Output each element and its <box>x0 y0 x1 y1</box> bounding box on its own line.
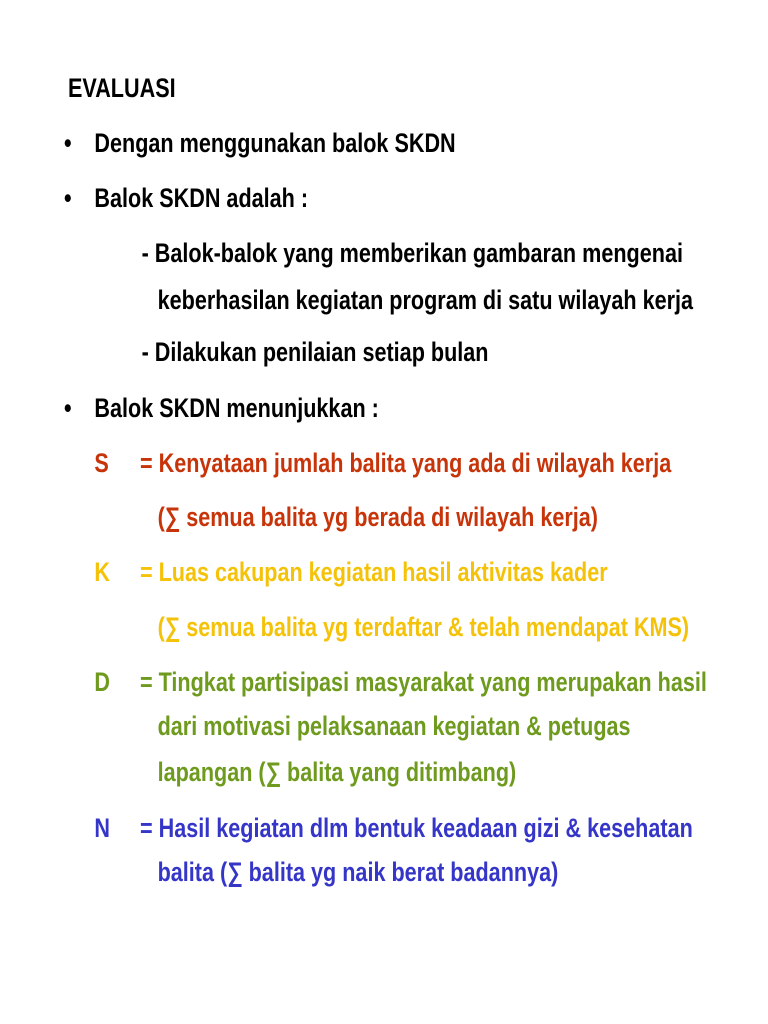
skdn-n-line-2: balita (∑ balita yg naik berat badannya) <box>157 857 559 887</box>
definition-line-2: keberhasilan kegiatan program di satu wilayah kerja <box>157 285 694 315</box>
bullet-dot: • <box>64 393 72 423</box>
bullet-dot: • <box>64 128 72 158</box>
bullet-text-3: Balok SKDN menunjukkan : <box>94 393 379 423</box>
skdn-d-line-2: dari motivasi pelaksanaan kegiatan & petugas <box>157 711 631 741</box>
skdn-s-line-1: = Kenyataan jumlah balita yang ada di wilayah kerja <box>140 448 672 478</box>
skdn-d-letter: D <box>94 667 110 697</box>
definition-line-3: - Dilakukan penilaian setiap bulan <box>141 337 489 367</box>
definition-line-1: - Balok-balok yang memberikan gambaran mengenai <box>141 238 683 268</box>
skdn-k-letter: K <box>94 557 110 587</box>
skdn-k-line-2: (∑ semua balita yg terdaftar & telah mendapat KMS) <box>157 612 690 642</box>
skdn-k-line-1: = Luas cakupan kegiatan hasil aktivitas kader <box>140 557 608 587</box>
skdn-d-line-1: = Tingkat partisipasi masyarakat yang merupakan hasil <box>140 667 707 697</box>
bullet-dot: • <box>64 183 72 213</box>
skdn-s-line-2: (∑ semua balita yg berada di wilayah kerja) <box>157 502 598 532</box>
skdn-d-line-3: lapangan (∑ balita yang ditimbang) <box>157 757 517 787</box>
bullet-text-1: Dengan menggunakan balok SKDN <box>94 128 456 158</box>
bullet-text-2: Balok SKDN adalah : <box>94 183 309 213</box>
skdn-s-letter: S <box>94 448 109 478</box>
skdn-n-letter: N <box>94 813 110 843</box>
heading: EVALUASI <box>68 73 176 103</box>
skdn-n-line-1: = Hasil kegiatan dlm bentuk keadaan gizi & kesehatan <box>140 813 693 843</box>
